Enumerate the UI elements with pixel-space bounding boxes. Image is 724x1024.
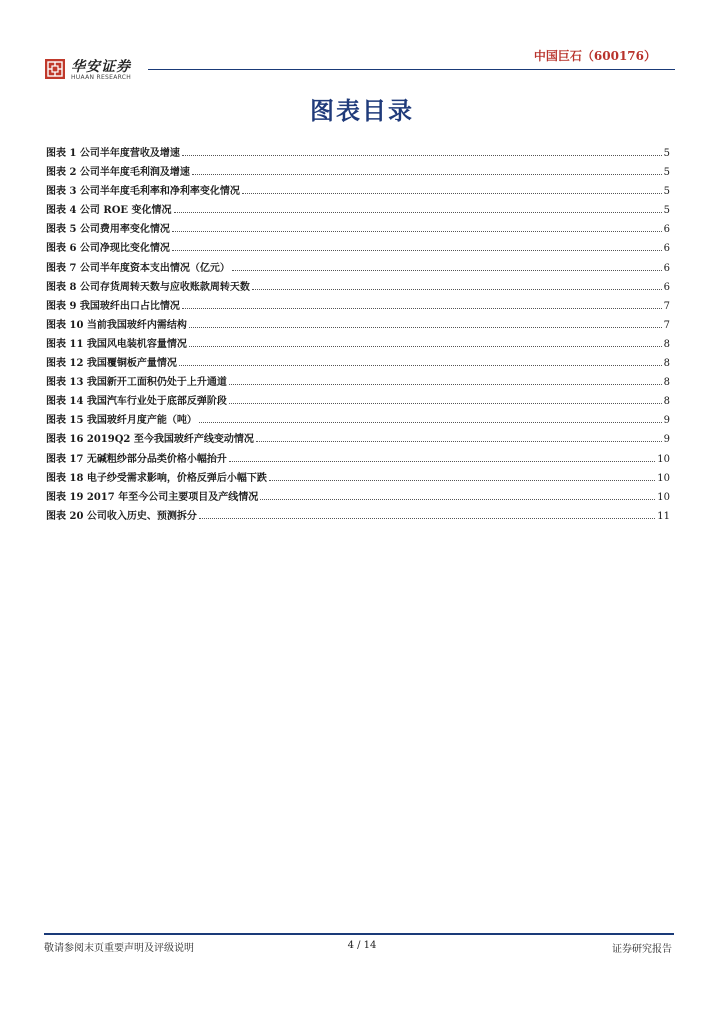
toc-entry[interactable]: [46, 430, 670, 449]
toc-leader-dots: [229, 461, 655, 462]
toc-entry-page[interactable]: 10: [657, 491, 670, 503]
toc-entry-page[interactable]: 9: [663, 434, 670, 446]
toc-entry-label[interactable]: 图表 13 我国新开工面积仍处于上升通道: [46, 377, 227, 389]
toc-entry-page[interactable]: 8: [663, 377, 670, 389]
table-of-figures: [46, 144, 670, 526]
toc-leader-dots: [189, 346, 662, 347]
toc-entry-label[interactable]: 图表 7 公司半年度资本支出情况（亿元）: [46, 262, 230, 274]
toc-entry-label[interactable]: 图表 16 2019Q2 至今我国玻纤产线变动情况: [46, 434, 254, 446]
toc-entry[interactable]: [46, 335, 670, 354]
toc-leader-dots: [269, 480, 655, 481]
toc-entry-label[interactable]: 图表 14 我国汽车行业处于底部反弹阶段: [46, 396, 227, 408]
toc-entry[interactable]: [46, 220, 670, 239]
toc-leader-dots: [174, 212, 662, 213]
huaan-seal-icon: [44, 58, 66, 80]
toc-entry-label[interactable]: 图表 20 公司收入历史、预测拆分: [46, 510, 197, 522]
page-number: 4 / 14: [347, 940, 377, 951]
toc-entry-label[interactable]: 图表 15 我国玻纤月度产能（吨）: [46, 415, 197, 427]
company-stock-label: 中国巨石（600176）: [533, 49, 656, 63]
toc-entry-page[interactable]: 8: [663, 338, 670, 350]
toc-leader-dots: [229, 403, 662, 404]
toc-entry-label[interactable]: 图表 11 我国风电装机容量情况: [46, 338, 187, 350]
toc-leader-dots: [260, 499, 655, 500]
toc-entry[interactable]: [46, 239, 670, 258]
toc-entry-page[interactable]: 5: [663, 205, 670, 217]
toc-leader-dots: [252, 289, 662, 290]
toc-entry[interactable]: [46, 201, 670, 220]
toc-entry-page[interactable]: 6: [663, 243, 670, 255]
toc-entry-label[interactable]: 图表 9 我国玻纤出口占比情况: [46, 300, 180, 312]
toc-leader-dots: [199, 518, 655, 519]
toc-leader-dots: [182, 308, 662, 309]
toc-entry-page[interactable]: 8: [663, 358, 670, 370]
toc-entry-page[interactable]: 7: [663, 300, 670, 312]
toc-entry-page[interactable]: 10: [657, 453, 670, 465]
toc-entry[interactable]: [46, 182, 670, 201]
toc-entry-page[interactable]: 9: [663, 415, 670, 427]
toc-entry-page[interactable]: 11: [657, 510, 670, 522]
header-divider: [148, 69, 675, 70]
toc-leader-dots: [242, 193, 662, 194]
toc-entry[interactable]: [46, 507, 670, 526]
toc-leader-dots: [179, 365, 662, 366]
toc-entry-page[interactable]: 5: [663, 167, 670, 179]
toc-entry-page[interactable]: 7: [663, 319, 670, 331]
toc-entry-page[interactable]: 5: [663, 148, 670, 159]
toc-entry-page[interactable]: 6: [663, 224, 670, 236]
toc-leader-dots: [172, 250, 662, 251]
toc-leader-dots: [256, 441, 662, 442]
toc-entry[interactable]: [46, 488, 670, 507]
toc-entry[interactable]: [46, 411, 670, 430]
toc-entry-label[interactable]: 图表 8 公司存货周转天数与应收账款周转天数: [46, 281, 250, 293]
toc-entry-label[interactable]: 图表 5 公司费用率变化情况: [46, 224, 170, 236]
toc-entry-label[interactable]: 图表 4 公司 ROE 变化情况: [46, 205, 172, 217]
toc-entry-page[interactable]: 6: [663, 281, 670, 293]
toc-entry[interactable]: [46, 392, 670, 411]
page-title: 图表目录: [310, 97, 414, 125]
toc-entry-page[interactable]: 8: [663, 396, 670, 408]
toc-entry-label[interactable]: 图表 12 我国覆铜板产量情况: [46, 358, 177, 370]
toc-entry[interactable]: [46, 354, 670, 373]
toc-leader-dots: [199, 422, 662, 423]
toc-entry-label[interactable]: 图表 6 公司净现比变化情况: [46, 243, 170, 255]
toc-entry-label[interactable]: 图表 17 无碱粗纱部分品类价格小幅抬升: [46, 453, 227, 465]
toc-entry-label[interactable]: 图表 3 公司半年度毛利率和净利率变化情况: [46, 186, 240, 198]
toc-entry-label[interactable]: 图表 1 公司半年度营收及增速: [46, 148, 180, 159]
report-type-label: 证券研究报告: [612, 944, 672, 955]
toc-entry-label[interactable]: 图表 19 2017 年至今公司主要项目及产线情况: [46, 491, 259, 503]
toc-entry-page[interactable]: 5: [663, 186, 670, 198]
toc-entry[interactable]: [46, 316, 670, 335]
toc-entry-label[interactable]: 图表 2 公司半年度毛利润及增速: [46, 167, 190, 179]
toc-entry[interactable]: [46, 450, 670, 469]
toc-entry[interactable]: [46, 163, 670, 182]
toc-entry-page[interactable]: 6: [663, 262, 670, 274]
huaan-logo: [44, 58, 140, 84]
toc-entry-page[interactable]: 10: [657, 472, 670, 484]
toc-leader-dots: [192, 174, 662, 175]
toc-leader-dots: [232, 270, 662, 271]
logo-chinese-name: 华安证券: [71, 59, 131, 75]
toc-leader-dots: [172, 231, 662, 232]
page-header: [0, 0, 724, 90]
footer-disclaimer: 敬请参阅末页重要声明及评级说明: [44, 943, 194, 954]
toc-entry[interactable]: [46, 278, 670, 297]
toc-entry-label[interactable]: 图表 18 电子纱受需求影响，价格反弹后小幅下跌: [46, 472, 267, 484]
toc-leader-dots: [182, 155, 662, 156]
footer-divider: [44, 933, 674, 935]
toc-entry[interactable]: [46, 259, 670, 278]
toc-entry[interactable]: [46, 469, 670, 488]
logo-english-name: HUAAN RESEARCH: [71, 74, 132, 81]
toc-entry[interactable]: [46, 373, 670, 392]
toc-leader-dots: [229, 384, 662, 385]
toc-leader-dots: [189, 327, 662, 328]
toc-entry[interactable]: [46, 297, 670, 316]
toc-entry-label[interactable]: 图表 10 当前我国玻纤内需结构: [46, 319, 187, 331]
toc-entry[interactable]: [46, 144, 670, 163]
